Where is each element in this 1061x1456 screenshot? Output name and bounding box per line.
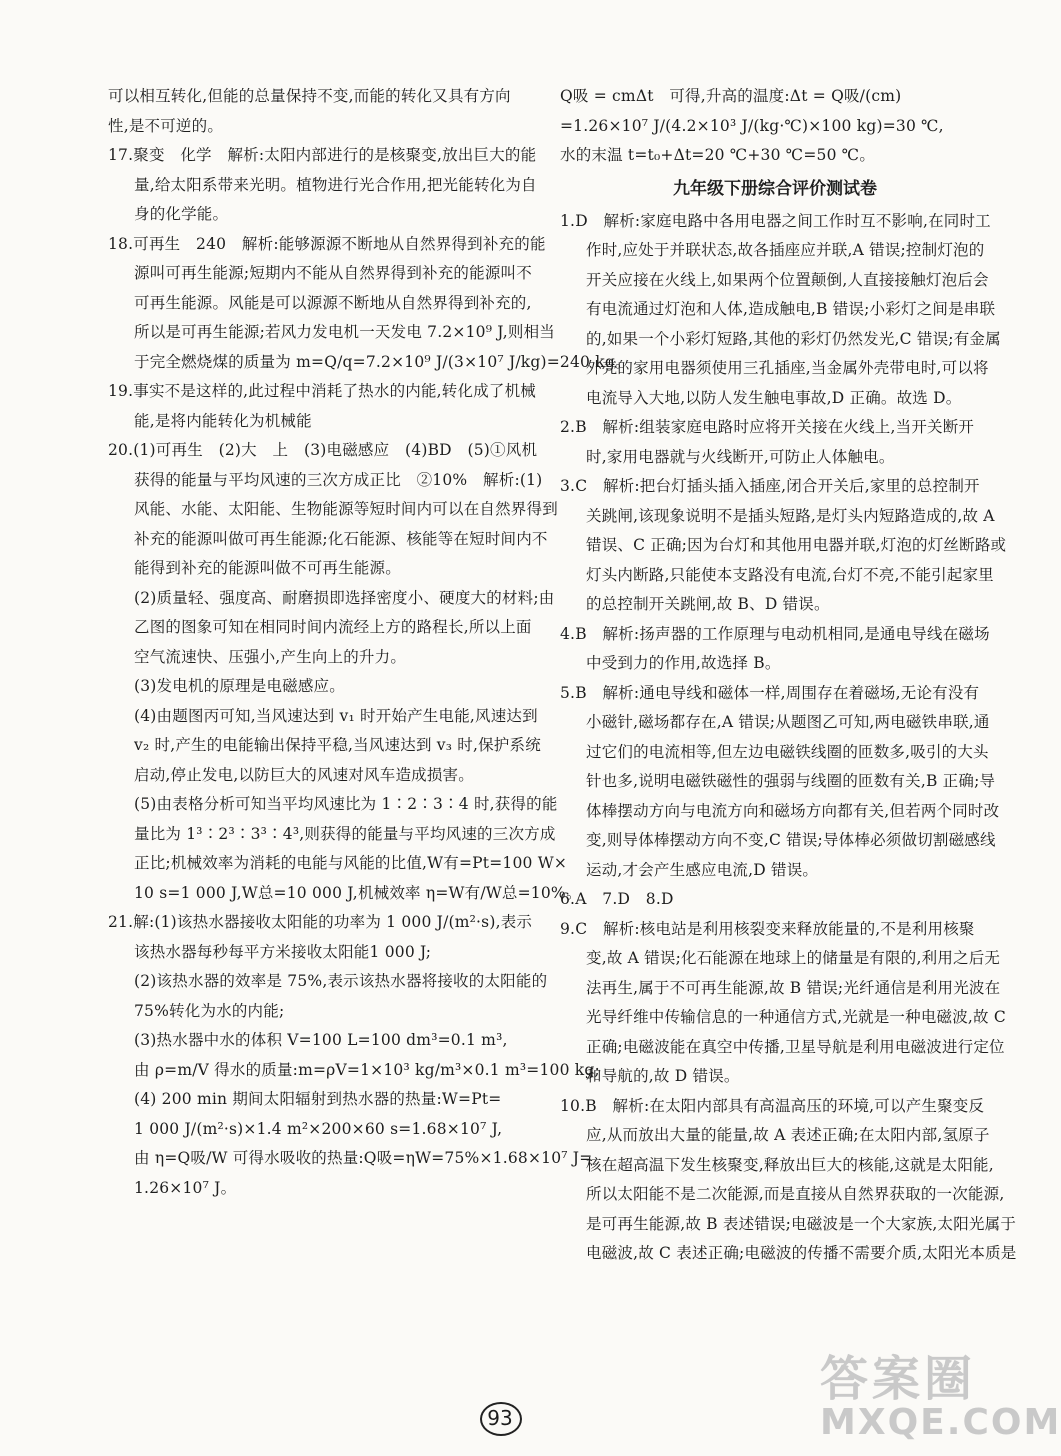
text-line: 灯头内断路,只能使本支路没有电流,台灯不亮,不能引起家里 xyxy=(586,565,994,584)
text-line: 18.可再生 240 解析:能够源源不断地从自然界得到补充的能 xyxy=(108,234,546,253)
text-line: 1 000 J/(m²·s)×1.4 m²×200×60 s=1.68×10⁷ J, xyxy=(134,1119,503,1138)
text-line: 9.C 解析:核电站是利用核裂变来释放能量的,不是利用核聚 xyxy=(560,919,975,938)
text-line: 乙图的图象可知在相同时间内流经上方的路程长,所以上面 xyxy=(134,618,532,636)
text-line: (3)热水器中水的体积 V=100 L=100 dm³=0.1 m³, xyxy=(134,1031,508,1049)
text-line: 中受到力的作用,故选择 B。 xyxy=(586,654,781,672)
text-line: 时,家用电器就与火线断开,可防止人体触电。 xyxy=(586,447,895,466)
text-line: 是可再生能源,故 B 表述错误;电磁波是一个大家族,太阳光属于 xyxy=(586,1214,1017,1233)
right-column xyxy=(560,82,1017,1269)
text-line: (5)由表格分析可知当平均风速比为 1∶2∶3∶4 时,获得的能 xyxy=(134,795,558,813)
text-line: (4)由题图丙可知,当风速达到 v₁ 时开始产生电能,风速达到 xyxy=(134,706,538,725)
text-line: 于完全燃烧煤的质量为 m=Q/q=7.2×10⁹ J/(3×10⁷ J/kg)=240 kg。 xyxy=(134,352,631,371)
text-line: 变,故 A 错误;化石能源在地球上的储量是有限的,利用之后无 xyxy=(586,949,1001,967)
text-line: 补充的能源叫做可再生能源;化石能源、核能等在短时间内不 xyxy=(134,529,548,548)
text-line: =1.26×10⁷ J/(4.2×10³ J/(kg·℃)×100 kg)=30 ℃, xyxy=(560,116,944,135)
text-line: 身的化学能。 xyxy=(134,205,229,223)
text-line: 源叫可再生能源;短期内不能从自然界得到补充的能源叫不 xyxy=(134,264,532,282)
text-line: 75%转化为水的内能; xyxy=(134,1001,285,1020)
text-line: 3.C 解析:把台灯插头插入插座,闭合开关后,家里的总控制开 xyxy=(560,477,980,495)
text-line: (3)发电机的原理是电磁感应。 xyxy=(134,677,345,695)
text-line: 正确;电磁波能在真空中传播,卫星导航是利用电磁波进行定位 xyxy=(586,1037,1005,1056)
text-line: 应,从而放出大量的能量,故 A 表述正确;在太阳内部,氢原子 xyxy=(586,1126,990,1144)
watermark-text-bottom: MXQE.COM xyxy=(820,1402,1061,1443)
text-line: 量比为 1³∶2³∶3³∶4³,则获得的能量与平均风速的三次方成 xyxy=(134,824,556,843)
text-line: 水的末温 t=t₀+Δt=20 ℃+30 ℃=50 ℃。 xyxy=(560,146,876,164)
text-line: 20.(1)可再生 (2)大 上 (3)电磁感应 (4)BD (5)①风机 xyxy=(108,441,538,459)
text-line: 电流导入大地,以防人发生触电事故,D 正确。故选 D。 xyxy=(586,388,962,407)
text-line: 所以是可再生能源;若风力发电机一天发电 7.2×10⁹ J,则相当 xyxy=(134,323,555,341)
text-line: (2)质量轻、强度高、耐磨损即选择密度小、硬度大的材料;由 xyxy=(134,588,555,607)
text-line: 关跳闸,该现象说明不是插头短路,是灯头内短路造成的,故 A xyxy=(586,506,995,525)
text-line: 的总控制开关跳闸,故 B、D 错误。 xyxy=(586,595,830,613)
page-number xyxy=(474,1398,526,1438)
text-line: 由 η=Q吸/W 可得水吸收的热量:Q吸=ηW=75%×1.68×10⁷ J= xyxy=(134,1149,593,1167)
text-line: 19.事实不是这样的,此过程中消耗了热水的内能,转化成了机械 xyxy=(108,382,537,400)
text-line: 可再生能源。风能是可以源源不断地从自然界得到补充的, xyxy=(134,293,532,312)
text-line: 10.B 解析:在太阳内部具有高温高压的环境,可以产生聚变反 xyxy=(560,1096,985,1115)
text-line: 空气流速快、压强小,产生向上的升力。 xyxy=(134,647,407,666)
text-line: 作时,应处于并联状态,故各插座应并联,A 错误;控制灯泡的 xyxy=(586,241,985,259)
page-number-text: 93 xyxy=(487,1406,513,1430)
text-line: 针也多,说明电磁铁磁性的强弱与线圈的匝数有关,B 正确;导 xyxy=(586,772,996,790)
text-line: 性,是不可逆的。 xyxy=(108,116,224,135)
text-line: 量,给太阳系带来光明。植物进行光合作用,把光能转化为自 xyxy=(134,175,537,194)
text-line: 运动,才会产生感应电流,D 错误。 xyxy=(586,860,819,879)
text-line: 光导纤维中传输信息的一种通信方式,光就是一种电磁波,故 C xyxy=(586,1008,1006,1026)
text-line: 小磁针,磁场都存在,A 错误;从题图乙可知,两电磁铁串联,通 xyxy=(586,713,990,731)
watermark-text-top: 答案圈 xyxy=(820,1351,977,1407)
text-line: 4.B 解析:扬声器的工作原理与电动机相同,是通电导线在磁场 xyxy=(560,624,990,643)
text-line: 和导航的,故 D 错误。 xyxy=(586,1067,740,1085)
text-line: 电磁波,故 C 表述正确;电磁波的传播不需要介质,太阳光本质是 xyxy=(586,1244,1017,1262)
text-line: 该热水器每秒每平方米接收太阳能1 000 J; xyxy=(134,942,432,961)
text-line: 开关应接在火线上,如果两个位置颠倒,人直接接触灯泡后会 xyxy=(586,270,989,289)
text-line: (2)该热水器的效率是 75%,表示该热水器将接收的太阳能的 xyxy=(134,972,548,990)
text-line: 21.解:(1)该热水器接收太阳能的功率为 1 000 J/(m²·s),表示 xyxy=(108,913,533,931)
text-line: 的,如果一个小彩灯短路,其他的彩灯仍然发光,C 错误;有金属 xyxy=(586,329,1001,348)
text-line: 由 ρ=m/V 得水的质量:m=ρV=1×10³ kg/m³×0.1 m³=100 kg; xyxy=(134,1060,600,1079)
text-line: Q吸 = cmΔt 可得,升高的温度:Δt = Q吸/(cm) xyxy=(560,87,902,105)
text-line: 可以相互转化,但能的总量保持不变,而能的转化又具有方向 xyxy=(108,87,511,105)
text-line: 5.B 解析:通电导线和磁体一样,周围存在着磁场,无论有没有 xyxy=(560,683,980,702)
text-line: 法再生,属于不可再生能源,故 B 错误;光纤通信是利用光波在 xyxy=(586,978,1001,997)
text-line: 能,是将内能转化为机械能 xyxy=(134,411,312,430)
text-line: 过它们的电流相等,但左边电磁铁线圈的匝数多,吸引的大头 xyxy=(586,742,989,761)
text-line: 错误、C 正确;因为台灯和其他用电器并联,灯泡的灯丝断路或 xyxy=(586,536,1007,554)
text-line: (4) 200 min 期间太阳辐射到热水器的热量:W=Pt= xyxy=(134,1090,502,1108)
text-line: 1.D 解析:家庭电路中各用电器之间工作时互不影响,在同时工 xyxy=(560,211,991,230)
text-line: 2.B 解析:组装家庭电路时应将开关接在火线上,当开关断开 xyxy=(560,418,975,436)
text-line: 启动,停止发电,以防巨大的风速对风车造成损害。 xyxy=(134,765,474,784)
text-line: 10 s=1 000 J,W总=10 000 J,机械效率 η=W有/W总=10%。 xyxy=(134,883,582,902)
text-line: 获得的能量与平均风速的三次方成正比 ②10% 解析:(1) xyxy=(134,470,543,489)
text-line: 风能、水能、太阳能、生物能源等短时间内可以在自然界得到 xyxy=(134,500,558,518)
text-line: v₂ 时,产生的电能输出保持平稳,当风速达到 v₃ 时,保护系统 xyxy=(134,736,541,754)
text-line: 所以太阳能不是二次能源,而是直接从自然界获取的一次能源, xyxy=(586,1185,1005,1203)
text-line: 17.聚变 化学 解析:太阳内部进行的是核聚变,放出巨大的能 xyxy=(108,146,537,164)
text-line: 正比;机械效率为消耗的电能与风能的比值,W有=Pt=100 W× xyxy=(134,854,568,872)
text-line: 能得到补充的能源叫做不可再生能源。 xyxy=(134,559,401,577)
text-line: 外壳的家用电器须使用三孔插座,当金属外壳带电时,可以将 xyxy=(586,359,989,377)
text-line: 体棒摆动方向与电流方向和磁场方向都有关,但若两个同时改 xyxy=(586,801,1000,820)
text-line: 6.A 7.D 8.D xyxy=(560,890,674,908)
section-heading: 九年级下册综合评价测试卷 xyxy=(673,178,877,199)
text-line: 变,则导体棒摆动方向不变,C 错误;导体棒必须做切割磁感线 xyxy=(586,831,996,849)
text-line: 有电流通过灯泡和人体,造成触电,B 错误;小彩灯之间是串联 xyxy=(586,300,996,318)
watermark-logo xyxy=(800,1340,1061,1450)
text-line: 核在超高温下发生核聚变,释放出巨大的核能,这就是太阳能, xyxy=(586,1155,994,1174)
page-number-ring xyxy=(480,1402,522,1436)
text-line: 1.26×10⁷ J。 xyxy=(134,1178,237,1197)
